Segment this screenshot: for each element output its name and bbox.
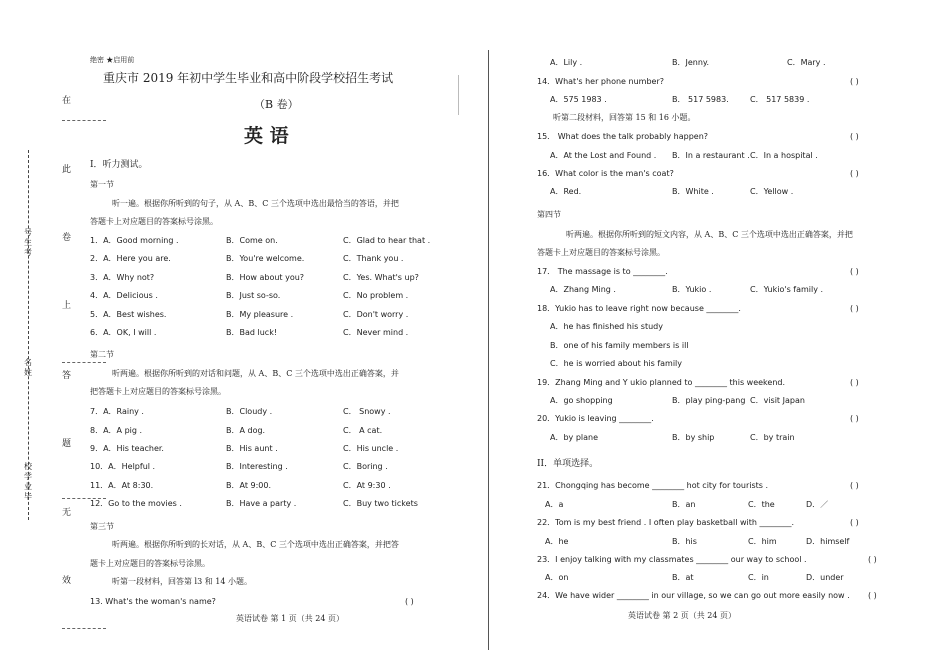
option-c: C． Snowy . bbox=[343, 407, 391, 416]
option-c: C． A cat. bbox=[343, 426, 383, 435]
margin-char: 上 bbox=[62, 301, 72, 311]
option-a: A．by plane bbox=[550, 433, 599, 442]
question-item: 7．A．Rainy . bbox=[90, 407, 144, 416]
option-a: A．a bbox=[545, 500, 564, 509]
margin-char: 题 bbox=[62, 439, 72, 449]
question-text: 23．I enjoy talking with my classmates ________ our way to school . bbox=[537, 555, 807, 564]
question-text: 22．Tom is my best friend . I often play basketball with ________. bbox=[537, 518, 795, 527]
option-d: D．／ bbox=[806, 500, 829, 509]
option-b: B． 517 5983. bbox=[672, 95, 729, 104]
option-c: C．he is worried about his family bbox=[550, 359, 683, 368]
section-heading: II．单项选择。 bbox=[537, 459, 599, 469]
answer-paren: ( ) bbox=[850, 304, 859, 313]
option-c: C．Yes. What's up? bbox=[343, 273, 419, 282]
option-c: C．by train bbox=[750, 433, 795, 442]
option-c: C．In a hospital . bbox=[750, 151, 818, 160]
question-item: 12．Go to the movies . bbox=[90, 499, 182, 508]
margin-char: 答 bbox=[62, 371, 72, 381]
option-c: C．Never mind . bbox=[343, 328, 409, 337]
question-item: 11．A．At 8:30. bbox=[90, 481, 154, 490]
answer-paren: ( ) bbox=[850, 518, 859, 527]
question-text: 21．Chongqing has become ________ hot city for tourists . bbox=[537, 481, 769, 490]
part-heading: 第四节 bbox=[537, 210, 561, 219]
option-a: A．At the Lost and Found . bbox=[550, 151, 657, 160]
question-text: 15． What does the talk probably happen? bbox=[537, 132, 709, 141]
subject-title: 英 语 bbox=[244, 125, 289, 147]
question-item: 5．A．Best wishes. bbox=[90, 310, 167, 319]
instruction-text: 听两遍。根据你所听到的短文内容，从 A、B、C 三个选项中选出正确答案，并把 bbox=[566, 230, 853, 239]
header-rule bbox=[458, 75, 459, 115]
margin-char: 无 bbox=[62, 508, 72, 518]
part-heading: 第一节 bbox=[90, 180, 114, 189]
instruction-text: 听一遍。根据你所听到的句子，从 A、B、C 三个选项中选出最恰当的答语，并把 bbox=[112, 199, 399, 208]
option-b: B．Bad luck! bbox=[226, 328, 278, 337]
question-text: 17． The massage is to ________. bbox=[537, 267, 668, 276]
instruction-text: 题卡上对应题目的答案标号涂黑。 bbox=[90, 559, 210, 568]
question-text: 13. What's the woman's name? bbox=[90, 597, 216, 606]
option-b: B．Jenny. bbox=[672, 58, 710, 67]
option-c: C．Yukio's family . bbox=[750, 285, 824, 294]
option-b: B．Yukio . bbox=[672, 285, 712, 294]
option-a: A．Zhang Ming . bbox=[550, 285, 616, 294]
option-b: B．In a restaurant . bbox=[672, 151, 750, 160]
margin-dash bbox=[62, 362, 106, 363]
question-item: 6．A．OK, I will . bbox=[90, 328, 157, 337]
option-b: B．Have a party . bbox=[226, 499, 297, 508]
option-d: D．himself bbox=[806, 537, 850, 546]
answer-paren: ( ) bbox=[850, 77, 859, 86]
margin-char: 在 bbox=[62, 96, 72, 106]
page-footer: 英语试卷 第 2 页（共 24 页） bbox=[628, 611, 736, 620]
option-b: B．White . bbox=[672, 187, 714, 196]
option-b: B．My pleasure . bbox=[226, 310, 294, 319]
answer-paren: ( ) bbox=[850, 267, 859, 276]
answer-paren: ( ) bbox=[405, 597, 414, 606]
option-a: A．on bbox=[545, 573, 569, 582]
question-text: 20．Yukio is leaving ________. bbox=[537, 414, 654, 423]
margin-char: 此 bbox=[62, 165, 72, 175]
margin-dash bbox=[62, 628, 106, 629]
question-item: 3．A．Why not? bbox=[90, 273, 155, 282]
margin-char: 卷 bbox=[62, 233, 72, 243]
instruction-text: 把答题卡上对应题目的答案标号涂黑。 bbox=[90, 387, 226, 396]
option-c: C．visit Japan bbox=[750, 396, 805, 405]
option-b: B．At 9:00. bbox=[226, 481, 272, 490]
school-field-label: 校学业毕 bbox=[24, 462, 32, 501]
option-c: C．in bbox=[748, 573, 769, 582]
option-c: C．Glad to hear that . bbox=[343, 236, 431, 245]
listening-note: 听第二段材料，回答第 15 和 16 小题。 bbox=[553, 113, 696, 122]
option-a: A．he has finished his study bbox=[550, 322, 663, 331]
option-b: B．Come on. bbox=[226, 236, 278, 245]
option-b: B．at bbox=[672, 573, 694, 582]
answer-paren: ( ) bbox=[850, 378, 859, 387]
option-c: C．His uncle . bbox=[343, 444, 399, 453]
option-a: A．he bbox=[545, 537, 569, 546]
question-item: 10．A．Helpful . bbox=[90, 462, 156, 471]
option-b: B．A dog. bbox=[226, 426, 266, 435]
part-heading: 第二节 bbox=[90, 350, 114, 359]
section-heading: I．听力测试。 bbox=[90, 160, 148, 170]
question-item: 1．A．Good morning . bbox=[90, 236, 179, 245]
margin-dash bbox=[62, 120, 106, 121]
option-b: B．one of his family members is ill bbox=[550, 341, 689, 350]
question-item: 4．A．Delicious . bbox=[90, 291, 158, 300]
question-text: 16．What color is the man's coat? bbox=[537, 169, 674, 178]
option-b: B．You're welcome. bbox=[226, 254, 305, 263]
question-text: 19．Zhang Ming and Y ukio planned to ________ this weekend. bbox=[537, 378, 786, 387]
option-a: A．575 1983 . bbox=[550, 95, 607, 104]
page-footer: 英语试卷 第 1 页（共 24 页） bbox=[236, 614, 344, 623]
option-c: C．Thank you . bbox=[343, 254, 404, 263]
question-item: 2．A．Here you are. bbox=[90, 254, 171, 263]
option-b: B．by ship bbox=[672, 433, 715, 442]
instruction-text: 听两遍。根据你所听到的长对话，从 A、B、C 三个选项中选出正确答案，并把答 bbox=[112, 540, 399, 549]
option-c: C． 517 5839 . bbox=[750, 95, 810, 104]
exam-number-field-label: 号生考 bbox=[24, 228, 32, 257]
exam-title: 重庆市 2019 年初中学生毕业和高中阶段学校招生考试 bbox=[103, 71, 394, 85]
option-a: A．Red. bbox=[550, 187, 582, 196]
answer-paren: ( ) bbox=[868, 591, 877, 600]
option-b: B．an bbox=[672, 500, 696, 509]
option-c: C．No problem . bbox=[343, 291, 409, 300]
page-divider bbox=[488, 50, 489, 650]
answer-paren: ( ) bbox=[868, 555, 877, 564]
option-c: C．Don't worry . bbox=[343, 310, 409, 319]
option-b: B．His aunt . bbox=[226, 444, 278, 453]
instruction-text: 听两遍。根据你所听到的对话和问题，从 A、B、C 三个选项中选出正确答案，并 bbox=[112, 369, 399, 378]
option-a: A．Lily . bbox=[550, 58, 583, 67]
answer-paren: ( ) bbox=[850, 169, 859, 178]
name-field-label: 名姓 bbox=[24, 358, 32, 377]
listening-note: 听第一段材料，回答第 l3 和 14 小题。 bbox=[112, 577, 252, 586]
option-b: B．Interesting . bbox=[226, 462, 288, 471]
instruction-text: 答题卡上对应题目的答案标号涂黑。 bbox=[537, 248, 665, 257]
option-b: B．How about you? bbox=[226, 273, 305, 282]
option-d: D．under bbox=[806, 573, 844, 582]
option-b: B．his bbox=[672, 537, 697, 546]
question-item: 9．A．His teacher. bbox=[90, 444, 164, 453]
option-b: B．Just so-so. bbox=[226, 291, 281, 300]
answer-paren: ( ) bbox=[850, 414, 859, 423]
option-b: B．play ping-pang bbox=[672, 396, 746, 405]
part-heading: 第三节 bbox=[90, 522, 114, 531]
question-text: 18．Yukio has to leave right now because ________. bbox=[537, 304, 741, 313]
option-c: C．Boring . bbox=[343, 462, 388, 471]
option-c: C．Buy two tickets bbox=[343, 499, 418, 508]
question-text: 24．We have wider ________ in our village, so we can go out more easily now . bbox=[537, 591, 850, 600]
option-c: C．At 9:30 . bbox=[343, 481, 391, 490]
question-text: 14．What's her phone number? bbox=[537, 77, 664, 86]
question-item: 8．A．A pig . bbox=[90, 426, 143, 435]
option-c: C．Mary . bbox=[787, 58, 826, 67]
confidential-label: 绝密 ★启用前 bbox=[90, 56, 135, 64]
instruction-text: 答题卡上对应题目的答案标号涂黑。 bbox=[90, 217, 218, 226]
option-a: A．go shopping bbox=[550, 396, 613, 405]
margin-char: 效 bbox=[62, 576, 72, 586]
answer-paren: ( ) bbox=[850, 132, 859, 141]
option-b: B．Cloudy . bbox=[226, 407, 273, 416]
paper-version: （B 卷） bbox=[254, 98, 299, 111]
option-c: C．him bbox=[748, 537, 777, 546]
answer-paren: ( ) bbox=[850, 481, 859, 490]
option-c: C．the bbox=[748, 500, 775, 509]
option-c: C．Yellow . bbox=[750, 187, 794, 196]
